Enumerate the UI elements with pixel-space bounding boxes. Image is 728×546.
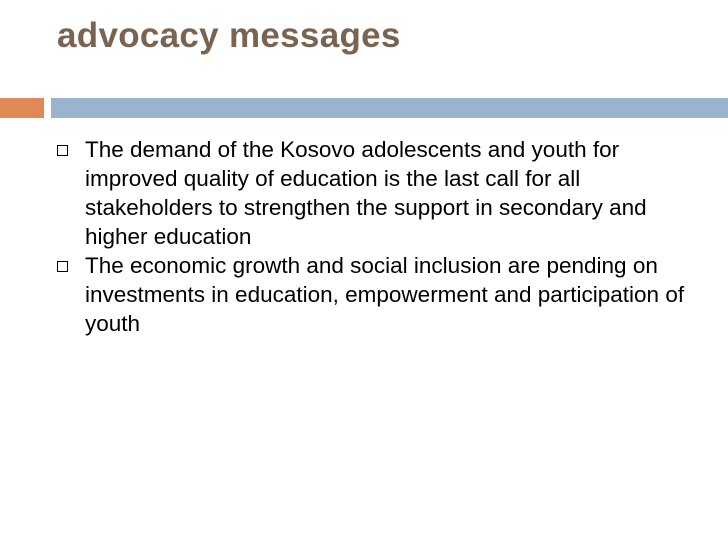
accent-bar-orange <box>0 98 44 118</box>
bullet-item <box>57 135 707 251</box>
hollow-square-bullet-icon <box>57 145 68 156</box>
hollow-square-bullet-icon <box>57 261 68 272</box>
slide-title: advocacy messages <box>57 16 401 55</box>
bullet-text: The economic growth and social inclusion are pending on investments in education, empowerment and participation of youth <box>85 253 685 336</box>
bullet-text: The demand of the Kosovo adolescents and youth for improved quality of education is the last call for all stakeholders to strengthen the support in secondary and higher education <box>85 137 647 249</box>
bullet-item <box>57 251 707 338</box>
bullet-list <box>57 135 707 338</box>
accent-bar-blue <box>51 98 728 118</box>
